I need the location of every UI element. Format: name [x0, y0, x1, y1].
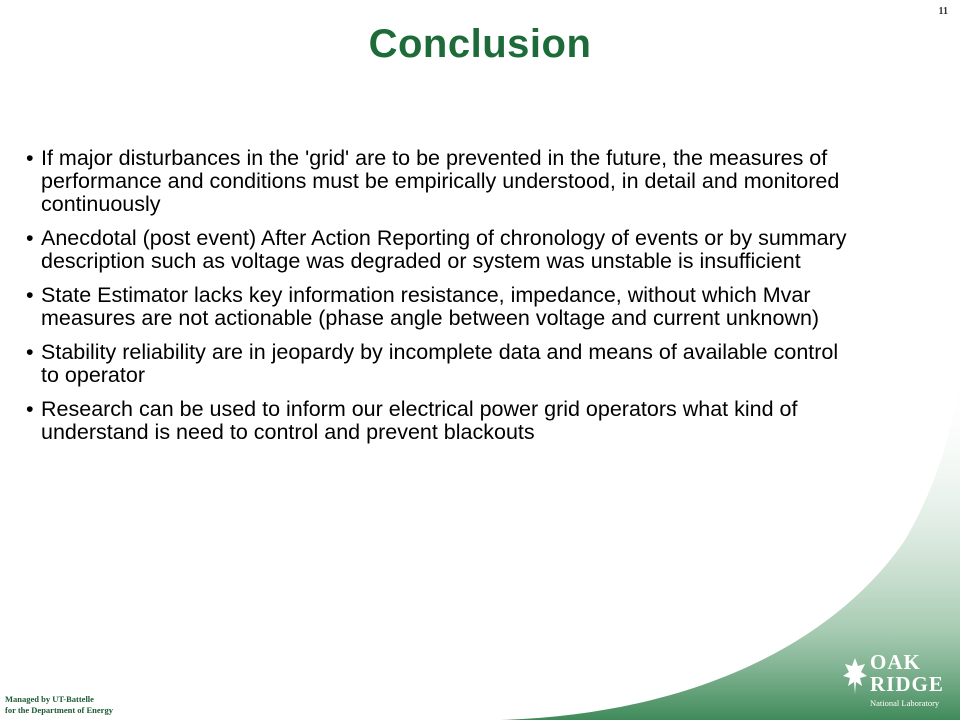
logo-word-ridge: RIDGE [870, 672, 944, 696]
logo-subtitle: National Laboratory [870, 698, 940, 708]
bullet-text: If major disturbances in the 'grid' are to be prevented in the future, the measures of performance and conditions must be empirically understood, in detail and monitored continuously [41, 146, 840, 216]
bullet-text: Research can be used to inform our electrical power grid operators what kind of understand is need to control and prevent blackouts [41, 397, 798, 444]
footer-line-2: for the Department of Energy [5, 705, 113, 715]
bullet-marker: • [26, 226, 34, 250]
bullet-text: Anecdotal (post event) After Action Reporting of chronology of events or by summary description such as voltage was degraded or system was unstable is insufficient [41, 226, 847, 273]
logo-word-oak: OAK [870, 650, 921, 674]
leaf-icon [842, 656, 868, 696]
corner-decoration [500, 0, 960, 720]
oak-ridge-logo [842, 650, 944, 712]
bullet-marker: • [26, 340, 34, 364]
footer-credit [5, 694, 113, 716]
footer-line-1: Managed by UT-Battelle [5, 694, 94, 704]
bullet-text: Stability reliability are in jeopardy by incomplete data and means of available control to operator [41, 340, 839, 387]
slide-title: Conclusion [368, 22, 592, 66]
bullet-marker: • [26, 146, 34, 170]
bullet-marker: • [26, 283, 34, 307]
bullet-text: State Estimator lacks key information resistance, impedance, without which Mvar measures are not actionable (phase angle between voltage and current unknown) [41, 283, 820, 330]
bullet-marker: • [26, 397, 34, 421]
page-number: 11 [938, 6, 948, 17]
